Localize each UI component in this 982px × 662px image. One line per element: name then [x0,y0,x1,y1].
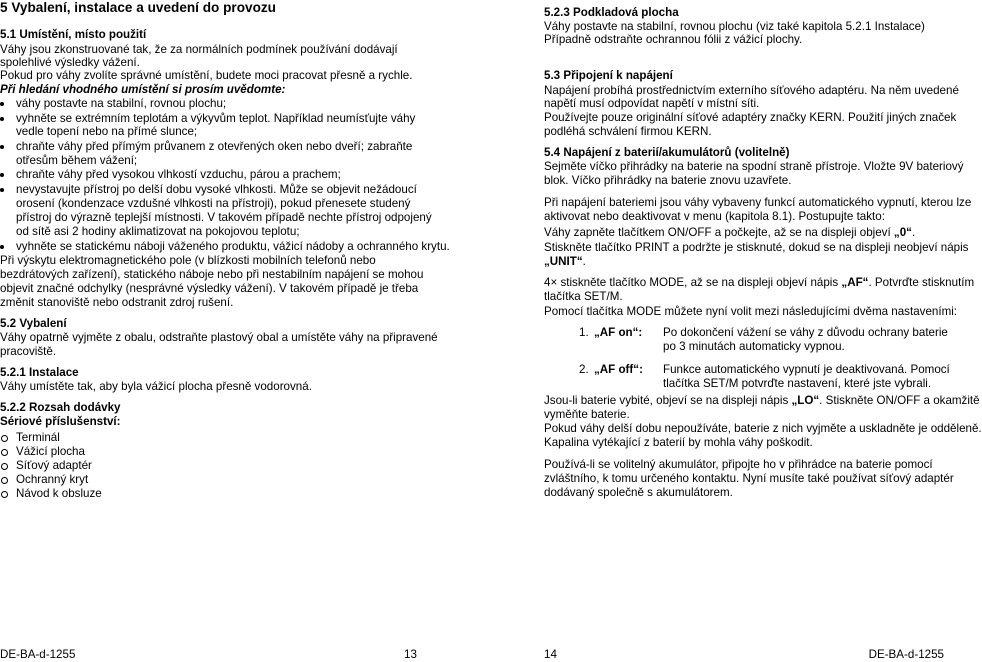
section-5-2-1-heading: 5.2.1 Instalace [0,366,79,379]
step-2-line: Stiskněte tlačítko PRINT a podržte je stisknuté, dokud se na displeji neobjeví nápis [544,241,969,254]
list-item: Terminál [16,431,60,444]
paragraph-line: Váhy opatrně vyjměte z obalu, odstraňte plastový obal a umístěte váhy na připravené [0,331,438,344]
bullet-item: chraňte váhy před přímým průvanem z otevřených oken nebo dveří; zabraňte [16,140,413,153]
bullet-item-continued: otřesům během vážení; [16,154,138,167]
option-1-label: „AF on“: [594,326,643,339]
display-zero: „0“ [893,226,912,239]
footer-doc-id-left: DE-BA-d-1255 [0,648,76,661]
display-unit: „UNIT“ [544,255,583,268]
step-3-text: 4× stiskněte tlačítko MODE, až se na displeji objeví nápis [544,276,842,289]
section-5-2-heading: 5.2 Vybalení [0,317,67,330]
paragraph-line: blok. Víčko přihrádky na baterie znovu uzavřete. [544,174,792,187]
paragraph-line: bezdrátových zařízení), statického náboje nebo při nestabilním napájení se mohou [0,268,424,281]
page-number-right: 14 [544,648,557,661]
page-number-left: 13 [404,648,417,661]
option-2-desc: Funkce automatického vypnutí je deaktivovaná. Pomocí [663,363,950,376]
section-5-2-2-heading: 5.2.2 Rozsah dodávky [0,401,121,414]
list-item: Vážicí plocha [16,445,85,458]
paragraph-line: napětí musí odpovídat napětí v místní síti. [544,97,760,110]
step-3-line-2: tlačítka SET/M. [544,290,623,303]
paragraph-line: změnit stanoviště nebo odstranit zdroj rušení. [0,296,234,309]
paragraph-line: Používejte pouze originální síťové adaptéry značky KERN. Použití jiných značek [544,111,957,124]
paragraph-line: Případně odstraňte ochrannou fólii z vážicí plochy. [544,33,803,46]
section-5-4-heading: 5.4 Napájení z baterií/akumulátorů (volitelně) [544,146,790,159]
step-2-line-2 [544,255,586,269]
paragraph-line: Při napájení bateriemi jsou váhy vybaveny funkcí automatického vypnutí, kterou lze [544,196,972,209]
paragraph-line: pracoviště. [0,345,57,358]
paragraph-line: Váhy postavte na stabilní, rovnou plochu (viz také kapitola 5.2.1 Instalace) [544,20,925,33]
lo-end: . Stiskněte ON/OFF a okamžitě [819,394,980,407]
placement-subheading: Při hledání vhodného umístění si prosím uvědomte: [0,83,286,96]
paragraph-line: Pokud váhy delší dobu nepoužíváte, baterie z nich vyjměte a uskladněte je odděleně. [544,422,982,435]
bullet-item: vyhněte se statickému náboji váženého produktu, vážicí nádoby a ochranného krytu. [16,240,450,253]
step-1-line [544,226,915,240]
paragraph-line: Napájení probíhá prostřednictvím externího síťového adaptéru. Na něm uvedené [544,84,959,97]
bullet-item-continued: přístroj do výrazně teplejší místnosti. V takovém případě nechte přístroj odpojený [16,211,432,224]
paragraph-line: vyměňte baterie. [544,408,630,421]
option-1-number: 1. [579,326,589,339]
paragraph-line: Váhy jsou zkonstruované tak, že za normálních podmínek používání dodávají [0,43,398,56]
accessories-subheading: Sériové příslušenství: [0,415,121,428]
paragraph-line: podléhá schválení firmou KERN. [544,125,712,138]
bullet-item-continued: orosení (kondenzace vzdušné vlhkosti na přístroji), pokud přenesete studený [16,197,411,210]
footer-doc-id-right: DE-BA-d-1255 [868,648,944,661]
paragraph-line: Pokud pro váhy zvolíte správné umístění, budete moci pracovat přesně a rychle. [0,69,413,82]
paragraph-line: zvláštního, k tomu určeného kontaktu. Nyní musíte také používat síťový adaptér [544,472,954,485]
option-1-desc: po 3 minutách automaticky vypnou. [663,340,845,353]
paragraph-line: Pomocí tlačítka MODE můžete nyní volit mezi následujícími dvěma nastaveními: [544,305,958,318]
lo-text: Jsou-li baterie vybité, objeví se na displeji nápis [544,394,792,407]
list-item: Návod k obsluze [16,487,102,500]
step-3-end: . Potvrďte stisknutím [868,276,975,289]
paragraph-line: Váhy umístěte tak, aby byla vážicí plocha přesně vodorovná. [0,380,312,393]
list-item: Ochranný kryt [16,473,89,486]
bullet-item: váhy postavte na stabilní, rovnou plochu; [16,97,227,110]
bullet-item: nevystavujte přístroj po delší dobu vysoké vlhkosti. Může se objevit nežádoucí [16,183,417,196]
lo-line [544,394,980,408]
bullet-item: chraňte váhy před vysokou vlhkostí vzduchu, párou a prachem; [16,168,341,181]
paragraph-line: Sejměte víčko přihrádky na baterie na spodní straně přístroje. Vložte 9V bateriový [544,160,964,173]
paragraph-line: Při výskytu elektromagnetického pole (v blízkosti mobilních telefonů nebo [0,254,376,267]
option-1-desc: Po dokončení vážení se váhy z důvodu ochrany baterie [663,326,948,339]
display-lo: „LO“ [791,394,820,407]
step-1-text: Váhy zapněte tlačítkem ON/OFF a počkejte, až se na displeji objeví [544,226,894,239]
paragraph-line: objevit značné odchylky (nesprávné výsledky vážení). V takovém případě je třeba [0,282,419,295]
step-2-end: . [582,255,586,268]
paragraph-line: Používá-li se volitelný akumulátor, připojte ho v přihrádce na baterie pomocí [544,458,933,471]
option-2-desc: tlačítka SET/M potvrďte nastavení, které jste vybrali. [663,377,932,390]
list-item: Síťový adaptér [16,459,92,472]
step-3-line [544,276,974,290]
step-1-end: . [911,226,916,239]
bullet-item-continued: vedle topení nebo na přímé slunce; [16,125,198,138]
bullet-item-continued: od sítě asi 2 hodiny aklimatizovat na pokojovou teplotu; [16,225,300,238]
paragraph-line: aktivovat nebo deaktivovat v menu (kapitola 8.1). Postupujte takto: [544,210,885,223]
option-2-number: 2. [579,363,589,376]
section-5-2-3-heading: 5.2.3 Podkladová plocha [544,6,679,19]
paragraph-line: dodávaný společně s akumulátorem. [544,486,733,499]
paragraph-line: spolehlivé výsledky vážení. [0,56,140,69]
section-5-1-heading: 5.1 Umístění, místo použití [0,28,147,41]
display-af: „AF“ [841,276,869,289]
bullet-item: vyhněte se extrémním teplotám a výkyvům teplot. Například neumísťujte váhy [16,112,416,125]
section-5-3-heading: 5.3 Připojení k napájení [544,69,673,82]
option-2-label: „AF off“: [594,363,643,376]
chapter-title: 5 Vybalení, instalace a uvedení do provozu [0,0,276,15]
paragraph-line: Kapalina vytékající z baterií by mohla váhy poškodit. [544,436,813,449]
